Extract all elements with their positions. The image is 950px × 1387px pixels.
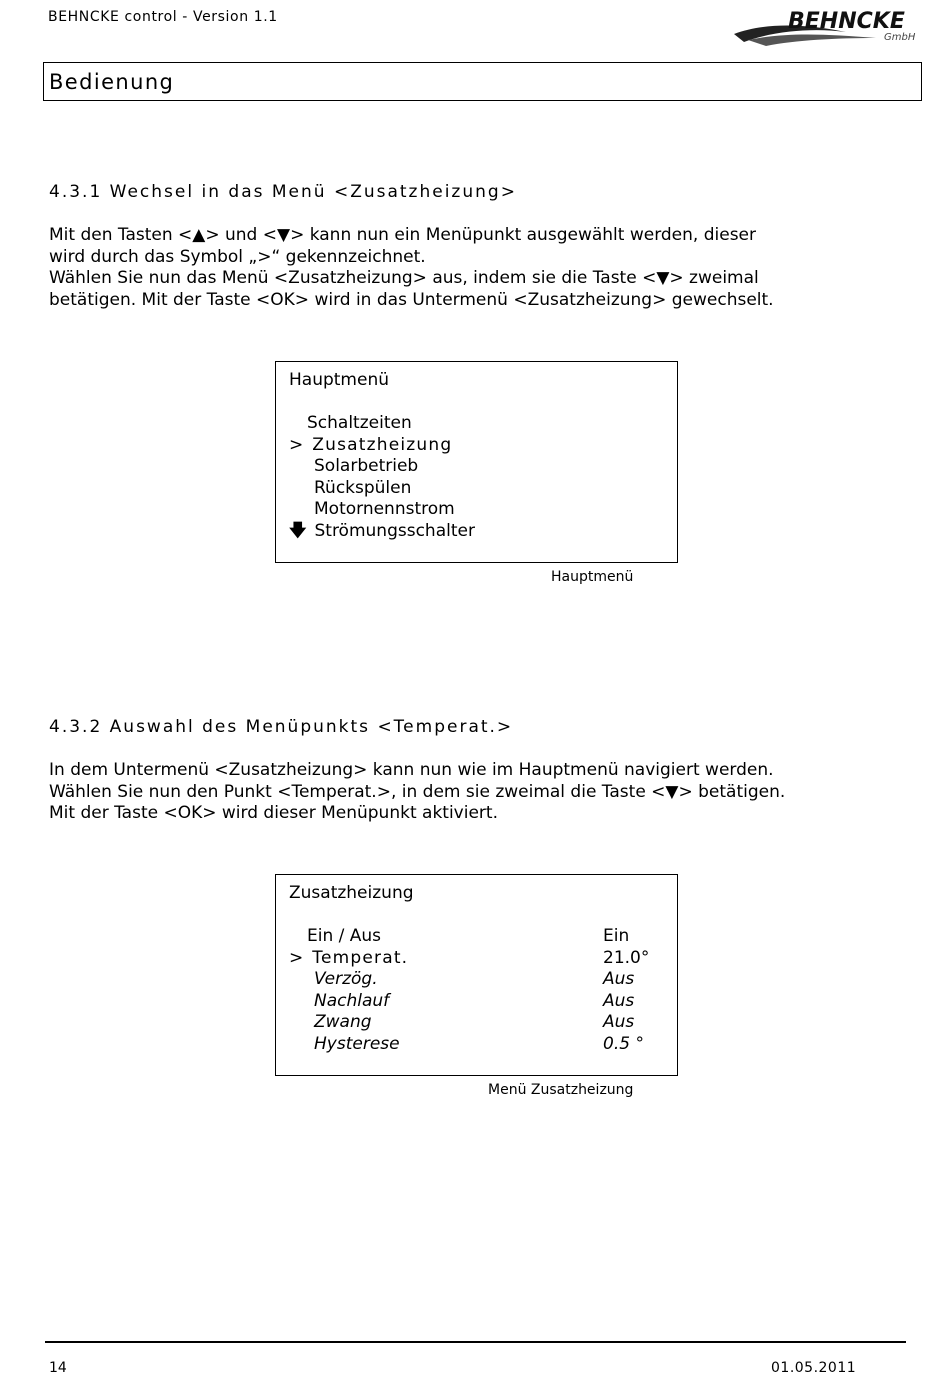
figure-caption-main-menu: Hauptmenü xyxy=(551,569,634,585)
logo-text: BEHNCKE xyxy=(788,9,905,34)
menu-row-zwang: Zwang xyxy=(314,1012,372,1032)
display-zusatzheizung-menu xyxy=(275,874,678,1076)
logo-subtext: GmbH xyxy=(884,32,916,43)
menu-row-temperat: > Temperat. xyxy=(289,948,409,968)
menu-row-ein-aus-value: Ein xyxy=(603,926,630,946)
paragraph-line: Wählen Sie nun das Menü <Zusatzheizung> aus, indem sie die Taste <▼> zweimal xyxy=(49,268,759,288)
menu-row-zwang-value: Aus xyxy=(603,1012,635,1032)
paragraph-line: Mit den Tasten <▲> und <▼> kann nun ein Menüpunkt ausgewählt werden, dieser xyxy=(49,225,756,245)
menu-item-motornennstrom: Motornennstrom xyxy=(314,499,455,519)
scroll-down-arrow-icon: 🡇 xyxy=(289,521,307,541)
section-2-paragraph xyxy=(49,760,909,825)
section-heading-4-3-2: 4.3.2 Auswahl des Menüpunkts <Temperat.> xyxy=(49,717,514,737)
page-date: 01.05.2011 xyxy=(771,1360,857,1376)
menu-row-verzoeg: Verzög. xyxy=(314,969,378,989)
section-heading-4-3-1: 4.3.1 Wechsel in das Menü <Zusatzheizung> xyxy=(49,182,517,202)
selection-marker: > xyxy=(289,948,304,968)
menu-item-solarbetrieb: Solarbetrieb xyxy=(314,456,419,476)
paragraph-line: In dem Untermenü <Zusatzheizung> kann nun wie im Hauptmenü navigiert werden. xyxy=(49,760,774,780)
menu-row-verzoeg-value: Aus xyxy=(603,969,635,989)
menu-row-nachlauf-value: Aus xyxy=(603,991,635,1011)
chapter-title: Bedienung xyxy=(49,70,175,94)
selection-marker: > xyxy=(289,435,304,455)
menu-item-schaltzeiten: Schaltzeiten xyxy=(307,413,412,433)
chapter-banner xyxy=(43,62,922,101)
document-header-title: BEHNCKE control - Version 1.1 xyxy=(48,9,278,25)
paragraph-line: betätigen. Mit der Taste <OK> wird in das Untermenü <Zusatzheizung> gewechselt. xyxy=(49,289,774,310)
paragraph-line: wird durch das Symbol „>“ gekennzeichnet. xyxy=(49,246,426,267)
page-number: 14 xyxy=(49,1360,67,1376)
menu-row-nachlauf: Nachlauf xyxy=(314,991,390,1011)
section-1-paragraph xyxy=(49,225,909,311)
paragraph-line: Wählen Sie nun den Punkt <Temperat.>, in dem sie zweimal die Taste <▼> betätigen. xyxy=(49,781,786,802)
paragraph-line: Mit der Taste <OK> wird dieser Menüpunkt aktiviert. xyxy=(49,803,498,823)
display-title: Zusatzheizung xyxy=(289,883,414,903)
display-title: Hauptmenü xyxy=(289,370,389,390)
menu-item-stroemungsschalter: 🡇 Strömungsschalter xyxy=(289,521,475,541)
footer-divider xyxy=(45,1341,906,1343)
display-main-menu xyxy=(275,361,678,563)
menu-row-hysterese: Hysterese xyxy=(314,1034,400,1054)
menu-row-ein-aus: Ein / Aus xyxy=(307,926,382,946)
behncke-logo xyxy=(726,4,926,48)
menu-item-zusatzheizung: > Zusatzheizung xyxy=(289,435,453,455)
menu-row-temperat-value: 21.0° xyxy=(603,948,650,968)
menu-item-rueckspuelen: Rückspülen xyxy=(314,478,412,498)
menu-row-hysterese-value: 0.5 ° xyxy=(603,1034,644,1054)
figure-caption-zusatzheizung-menu: Menü Zusatzheizung xyxy=(488,1082,634,1098)
